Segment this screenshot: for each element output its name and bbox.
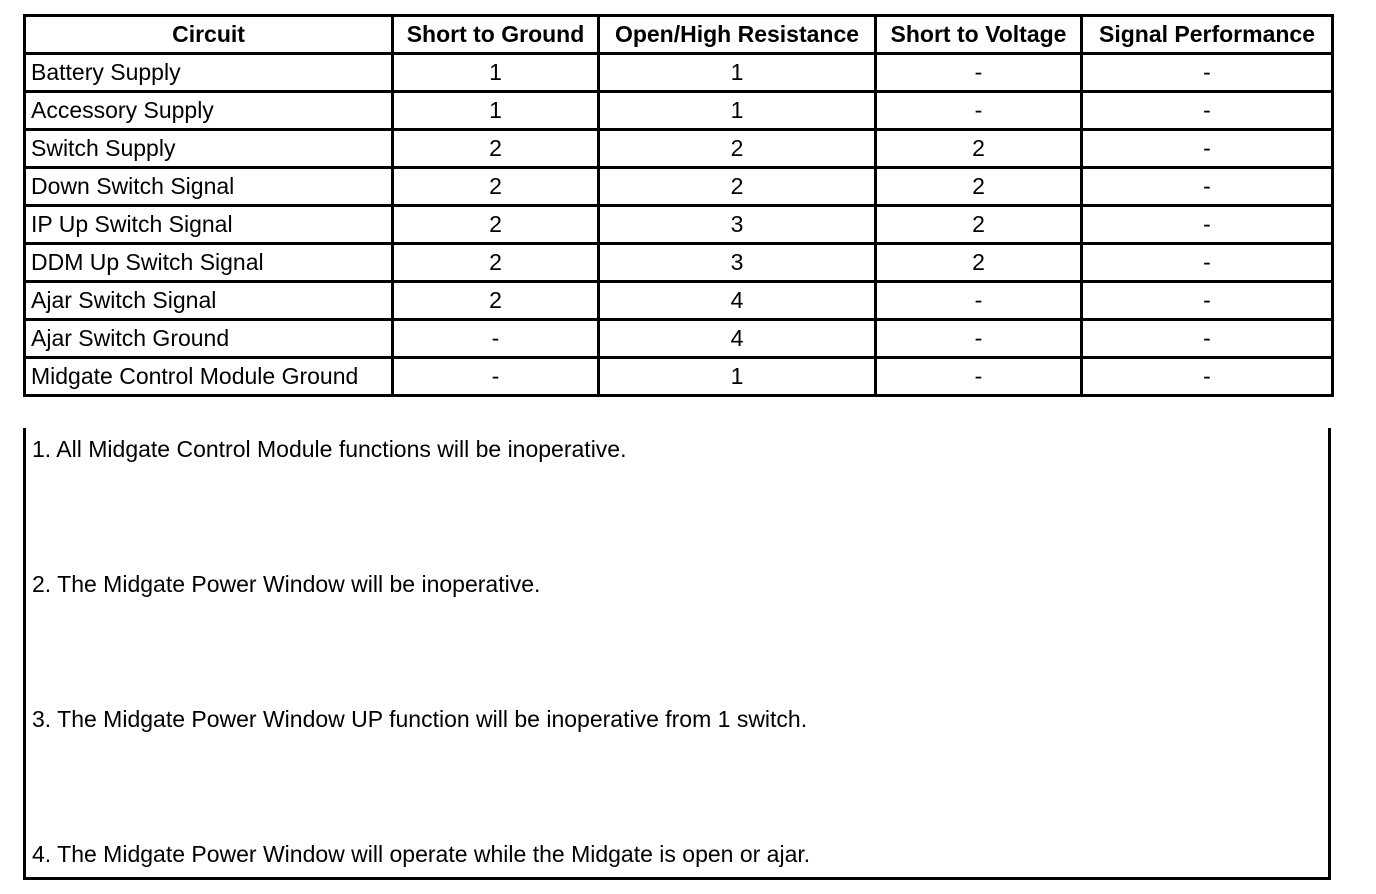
header-short-to-voltage: Short to Voltage (876, 16, 1082, 54)
table-row (25, 206, 1333, 244)
short-to-voltage-value: - (876, 358, 1082, 396)
footnote-3: 3. The Midgate Power Window UP function will be inoperative from 1 switch. (32, 706, 808, 732)
open-high-resistance-value: 2 (599, 130, 876, 168)
short-to-ground-value: 1 (393, 54, 599, 92)
header-signal-performance: Signal Performance (1082, 16, 1333, 54)
circuit-name: Ajar Switch Ground (25, 320, 393, 358)
circuit-fault-table (23, 14, 1334, 397)
short-to-voltage-value: - (876, 282, 1082, 320)
short-to-ground-value: 2 (393, 282, 599, 320)
signal-performance-value: - (1082, 282, 1333, 320)
table-row (25, 92, 1333, 130)
open-high-resistance-value: 1 (599, 92, 876, 130)
table-row (25, 244, 1333, 282)
short-to-voltage-value: 2 (876, 168, 1082, 206)
table-row (25, 358, 1333, 396)
table-row (25, 282, 1333, 320)
short-to-ground-value: 2 (393, 206, 599, 244)
table-header-row (25, 16, 1333, 54)
short-to-voltage-value: - (876, 92, 1082, 130)
short-to-ground-value: 2 (393, 168, 599, 206)
header-short-to-ground: Short to Ground (393, 16, 599, 54)
circuit-name: Accessory Supply (25, 92, 393, 130)
short-to-ground-value: 2 (393, 244, 599, 282)
open-high-resistance-value: 2 (599, 168, 876, 206)
short-to-voltage-value: 2 (876, 206, 1082, 244)
header-circuit: Circuit (25, 16, 393, 54)
table-row (25, 168, 1333, 206)
circuit-name: Battery Supply (25, 54, 393, 92)
short-to-ground-value: - (393, 358, 599, 396)
signal-performance-value: - (1082, 320, 1333, 358)
short-to-voltage-value: - (876, 320, 1082, 358)
signal-performance-value: - (1082, 130, 1333, 168)
table-row (25, 54, 1333, 92)
signal-performance-value: - (1082, 92, 1333, 130)
header-open-high-resistance: Open/High Resistance (599, 16, 876, 54)
footnotes-section (23, 428, 1331, 880)
footnote-2: 2. The Midgate Power Window will be inoperative. (32, 571, 541, 597)
signal-performance-value: - (1082, 358, 1333, 396)
open-high-resistance-value: 3 (599, 244, 876, 282)
short-to-voltage-value: 2 (876, 244, 1082, 282)
open-high-resistance-value: 4 (599, 282, 876, 320)
circuit-name: IP Up Switch Signal (25, 206, 393, 244)
circuit-name: DDM Up Switch Signal (25, 244, 393, 282)
circuit-name: Ajar Switch Signal (25, 282, 393, 320)
open-high-resistance-value: 4 (599, 320, 876, 358)
circuit-name: Down Switch Signal (25, 168, 393, 206)
signal-performance-value: - (1082, 168, 1333, 206)
short-to-voltage-value: 2 (876, 130, 1082, 168)
open-high-resistance-value: 1 (599, 54, 876, 92)
footnote-1: 1. All Midgate Control Module functions will be inoperative. (32, 436, 627, 462)
circuit-name: Midgate Control Module Ground (25, 358, 393, 396)
open-high-resistance-value: 3 (599, 206, 876, 244)
short-to-ground-value: - (393, 320, 599, 358)
signal-performance-value: - (1082, 244, 1333, 282)
footnote-4: 4. The Midgate Power Window will operate while the Midgate is open or ajar. (32, 841, 811, 867)
open-high-resistance-value: 1 (599, 358, 876, 396)
circuit-name: Switch Supply (25, 130, 393, 168)
short-to-voltage-value: - (876, 54, 1082, 92)
short-to-ground-value: 2 (393, 130, 599, 168)
table-row (25, 320, 1333, 358)
short-to-ground-value: 1 (393, 92, 599, 130)
table-row (25, 130, 1333, 168)
signal-performance-value: - (1082, 54, 1333, 92)
signal-performance-value: - (1082, 206, 1333, 244)
